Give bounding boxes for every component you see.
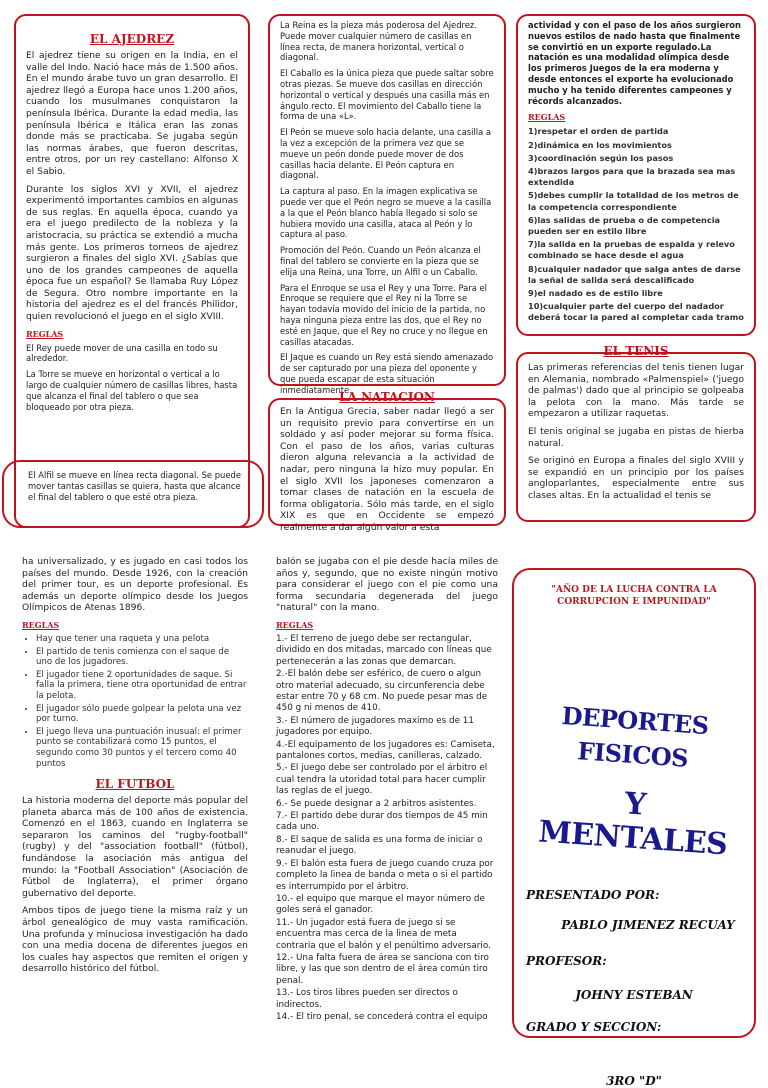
natacion-regla-item: 8)cualquier nadador que salga antes de darse la señal de salida será descalificado: [528, 263, 741, 285]
natacion-regla-item: 2)dinámica en los movimientos: [528, 139, 672, 150]
presented-label: PRESENTADO POR:: [526, 888, 660, 902]
panel-natacion-reglas: [516, 14, 756, 336]
futbol-history-2: Ambos tipos de juego tiene la misma raíz y un árbol genealógico de muy vasta ramificación. Una profunda y minuciosa investigación ha dado con una media docena de diferentes juegos en los cuales hay aspectos que remiten el origen y desarrollo histórico del fútbol.: [22, 905, 248, 975]
promocion-peon: Promoción del Peón. Cuando un Peón alcanza el final del tablero se convierte en la pieza que se elija una Reina, una Torre, un Alfil o un Caballo.: [280, 245, 481, 277]
rule-rey: El Rey puede mover de una casilla en todo su alrededor.: [26, 342, 218, 364]
futbol-regla-item: 14.- El tiro penal, se concederá contra el equipo: [276, 1011, 488, 1022]
natacion-history: En la Antigua Grecia, saber nadar llegó a ser un requisito previo para convertirse en un soldado y así poder mejorar su forma física. Con el paso de los años, varias culturas dieron alguna relevancia a la actividad de nadar, pero ninguna la hizo muy popular. En el siglo XVII los japoneses comenzaron a tomar clases de natación en la escuela de forma obligatoria. Sólo más tarde, en el siglo XIX es que en Occidente se empezó realmente a dar algún valor a esta: [280, 406, 494, 533]
panel-tenis: [516, 352, 756, 522]
profesor-label: PROFESOR:: [526, 954, 607, 968]
panel-natacion: [268, 398, 506, 533]
tenis-regla-item: • El jugador tiene 2 oportunidades de saque. Si falla la primera, tiene otra oportunidad de entrar la pelota.: [36, 670, 248, 702]
natacion-title: LA NATACION: [339, 390, 435, 404]
futbol-regla-item: 12.- Una falta fuera de área se sanciona con tiro libre, y las que son dentro de el área común tiro penal.: [276, 952, 489, 986]
profesor-value: JOHNY ESTEBAN: [575, 988, 693, 1002]
cover-motto: "AÑO DE LA LUCHA CONTRA LA CORRUPCION E IMPUNIDAD": [551, 585, 717, 607]
cover-title-line1: DEPORTES FISICOS: [560, 700, 710, 773]
natacion-regla-item: 7)la salida en la pruebas de espalda y relevo combinado se hace desde el agua: [528, 239, 735, 261]
tenis-history-3: Se originó en Europa a finales del siglo XVIII y se expandió en un principio por los países angloparlantes, especialmente entre sus clases altas. En la actualidad el tenis se: [528, 455, 744, 501]
captura-al-paso: La captura al paso. En la imagen explicativa se puede ver que el Peón negro se mueve a la casilla a la que el Peón blanco había llegado si solo se hubiera movido una casilla, ataca al Peón y lo captura al paso.: [280, 186, 492, 240]
tenis-history-1: Las primeras referencias del tenis tienen lugar en Alemania, nombrado «Palmenspiel» ('juego de palmas') dado que al principio se golpeaba la pelota con la mano. Más tarde se empezaron a utilizar raquetas.: [528, 362, 744, 420]
tenis-history-2: El tenis original se jugaba en pistas de hierba natural.: [528, 425, 744, 449]
futbol-regla-item: 6.- Se puede designar a 2 arbitros asistentes.: [276, 798, 477, 809]
futbol-reglas-list: [276, 634, 498, 1023]
futbol-regla-item: 11.- Un jugador está fuera de juego si se encuentra mas cerca de la linea de meta contraria que el balón y el penúltimo adversario.: [276, 917, 491, 951]
ajedrez-reglas-label: REGLAS: [26, 328, 64, 339]
tenis-title: EL TENIS: [603, 344, 669, 358]
futbol-regla-item: 5.- El juego debe ser controlado por el árbitro el cual tendra la utoridad total para hacer cumplir las reglas de el juego.: [276, 763, 488, 797]
natacion-regla-item: 3)coordinación según los pasos: [528, 152, 674, 163]
panel-piezas: [268, 14, 506, 395]
ajedrez-title: EL AJEDREZ: [89, 32, 175, 46]
grado-label: GRADO Y SECCION:: [526, 1020, 662, 1034]
natacion-regla-item: 9)el nadado es de estilo libre: [528, 288, 663, 299]
panel-tenis-futbol: [22, 556, 248, 1022]
futbol-regla-item: 4.-El equipamento de los jugadores es: Camiseta, pantalones cortos, medias, canilleras, calzado.: [276, 739, 495, 762]
futbol-regla-item: 7.- El partido debe durar dos tiempos de 45 min cada uno.: [276, 811, 488, 833]
ajedrez-history-2: Durante los siglos XVI y XVII, el ajedrez experimentó importantes cambios en algunas de sus reglas. En aquella época, cuando ya era el juego predilecto de la nobleza y la aristocracia, su práctica se extendió a mucha más gente. Los primeros torneos de ajedrez surgieron a finales del siglo XVI. ¿Sabías que uno de los grandes campeones de aquella época fue un español? Se llamaba Ruy López de Segura. Otro nombre importante en la historia del ajedrez es el del francés Philidor, quien revolucionó el juego en el siglo XVIII.: [26, 183, 238, 323]
rule-alfil: El Alfil se mueve en línea recta diagonal. Se puede mover tantas casillas se quiera, hasta que alcance el final del tablero o que esté otra pieza.: [28, 470, 241, 502]
natacion-reglas-label: REGLAS: [528, 112, 566, 123]
enroque: Para el Enroque se usa el Rey y una Torre. Para el Enroque se requiere que el Rey ni la Torre se hayan todavía movido del inicio de la partida, no haya ninguna pieza entre las dos, que el Rey no esté en Jaque, que el Rey no cruce y no llegue en casillas atacadas.: [280, 282, 488, 347]
cover-title-line2: Y MENTALES: [537, 786, 729, 863]
natacion-regla-item: 6)las salidas de prueba o de competencia pueden ser en estilo libre: [528, 214, 721, 236]
natacion-regla-item: 5)debes cumplir la totalidad de los metros de la competencia correspondiente: [528, 190, 739, 212]
pieza-caballo: El Caballo es la única pieza que puede saltar sobre otras piezas. Se mueve dos casillas en dirección horizontal o vertical y después una casilla más en ángulo recto. El movimiento del Caballo tiene la forma de una «L».: [280, 68, 494, 122]
futbol-reglas-label: REGLAS: [276, 619, 314, 630]
tenis-regla-item: • Hay que tener una raqueta y una pelota: [36, 634, 248, 645]
tenis-reglas-list: [22, 634, 248, 769]
tenis-regla-item: • El partido de tenis comienza con el saque de uno de los jugadores.: [36, 647, 248, 668]
natacion-reglas-list: [528, 126, 744, 323]
natacion-regla-item: 4)brazos largos para que la brazada sea mas extendida: [528, 165, 736, 188]
panel-ajedrez: [14, 14, 250, 528]
futbol-regla-item: 2.-El balón debe ser esférico, de cuero o algun otro material adecuado, su circunferencia debe estar entre 70 y 68 cm. No puede pesar mas de 450 g ni menos de 410.: [276, 669, 488, 714]
presented-value: PABLO JIMENEZ RECUAY: [561, 918, 735, 932]
natacion-regla-item: 1)respetar el orden de partida: [528, 126, 669, 137]
futbol-regla-item: 13.- Los tiros libres pueden ser directos o indirectos.: [276, 988, 458, 1010]
tenis-reglas-label: REGLAS: [22, 619, 60, 630]
alfil-rule-box: [2, 460, 264, 528]
futbol-regla-item: 3.- El número de jugadores maximo es de 11 jugadores por equipo.: [276, 715, 474, 738]
futbol-regla-item: 9.- El balón esta fuera de juego cuando cruza por completo la linea de banda o meta o si el partido es interrumpido por el árbitro.: [276, 858, 494, 892]
rule-torre: La Torre se mueve en horizontal o vertical a lo largo de cualquier número de casillas libres, hasta que alcanza el final del tablero o que sea bloqueado por otra pieza.: [26, 369, 238, 412]
jaque: El Jaque es cuando un Rey está siendo amenazado de ser capturado por una pieza del oponente y que pueda escapar de esta situación inmediatamente.: [280, 352, 494, 395]
futbol-title: EL FUTBOL: [95, 777, 175, 792]
tenis-regla-item: • El jugador sólo puede golpear la pelota una vez por turno.: [36, 704, 248, 725]
natacion-regla-item: 10)cualquier parte del cuerpo del nadador deberá tocar la pared al completar cada tramo: [528, 301, 744, 323]
tenis-regla-item: • El juego lleva una puntuación inusual: el primer punto se contabilizará como 15 puntos, el segundo como 30 puntos y el tercero como 40 puntos: [36, 727, 248, 769]
pieza-peon: El Peón se mueve solo hacia delante, una casilla a la vez a excepción de la primera vez que se mueve un peón donde puede mover de dos casillas hacia delante. El Peón captura en diagonal.: [280, 127, 492, 181]
panel-futbol-reglas: [276, 556, 498, 1022]
futbol-regla-item: 10.- el equipo que marque el mayor número de goles será el ganador.: [276, 893, 485, 916]
natacion-continuacion: actividad y con el paso de los años surgieron nuevos estilos de nado hasta que finalmente se convirtió en un exporte regulado.La natación es una modalidad olímpica desde los primeros Juegos de la era moderna y desde entonces el exporte ha evolucionado mucho y ha tenido diferentes campeones y récords alcanzados.: [528, 20, 741, 106]
ajedrez-history-1: El ajedrez tiene su origen en la India, en el valle del Indo. Nació hace más de 1.500 años. En el mundo árabe tuvo un gran desarrollo. El ajedrez llegó a Europa hace unos 1.200 años, cuando los musulmanes conquistaron la península Ibérica. Durante la edad media, las península Ibérica e Itálica eran las zonas donde más se practicaba. Se jugaba según las normas árabes, que fueron descritas, entre otros, por un rey castellano: Alfonso X el Sabio.: [26, 50, 238, 177]
tenis-continuacion: ha universalizado, y es jugado en casi todos los países del mundo. Desde 1926, con la creación del primer tour, es un deporte profesional. Es además un deporte olímpico desde los Juegos Olímpicos de Atenas 1896.: [22, 556, 248, 614]
grado-value: 3RO "D": [606, 1074, 662, 1088]
pieza-reina: La Reina es la pieza más poderosa del Ajedrez. Puede mover cualquier número de casillas en línea recta, de manera horizontal, vertical o diagonal.: [280, 20, 477, 63]
futbol-history-1: La historia moderna del deporte más popular del planeta abarca más de 100 años de existencia. Comenzó en el 1863, cuando en Inglaterra se separaron los caminos del "rugby-football" (rugby) y del "association football" (fútbol), fundándose la asociación más antigua del mundo: la "Football Association" (Asociación de Fútbol de Inglaterra), el primer órgano gubernativo del deporte.: [22, 795, 248, 899]
futbol-regla-item: 8.- El saque de salida es una forma de iniciar o reanudar el juego.: [276, 834, 483, 857]
futbol-continuacion: balón se jugaba con el pie desde hacía miles de años y, segundo, que no existe ningún motivo para considerar el juego con el pie como una forma secundaria degenerada del juego "natural" con la mano.: [276, 556, 498, 614]
cover-panel: [512, 568, 756, 1088]
futbol-regla-item: 1.- El terreno de juego debe ser rectangular, dividido en dos mitadas, marcado con líneas que pertenecerán a las zonas que demarcan.: [276, 633, 492, 667]
